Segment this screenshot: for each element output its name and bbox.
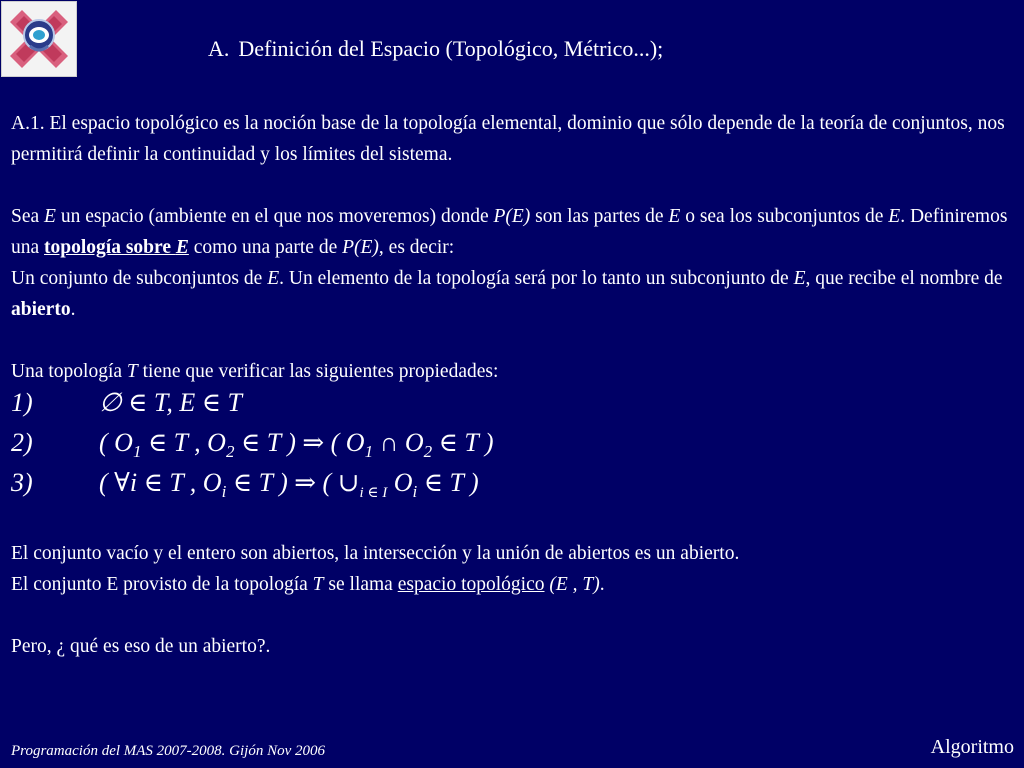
cross-globe-logo-icon (1, 1, 77, 77)
slide-body (11, 108, 1016, 662)
footer-credit: Programación del MAS 2007-2008. Gijón Nov 2006 (11, 743, 325, 759)
paragraph-conclusion: El conjunto vacío y el entero son abiertos, la intersección y la unión de abiertos es un abierto. El conjunto E provisto de la topología T se llama espacio topológico (E , T). (11, 543, 740, 595)
abierto-term: abierto (11, 299, 71, 320)
topology-axioms (11, 383, 1016, 503)
espacio-topologico-link[interactable]: espacio topológico (397, 574, 545, 595)
slide-title (208, 36, 663, 62)
axiom-1: 1) ∅ ∈ T, E ∈ T (11, 388, 243, 417)
title-text: Definición del Espacio (Topológico, Métrico...); (238, 36, 664, 61)
paragraph-sea-e: Sea E un espacio (ambiente en el que nos moveremos) donde P(E) son las partes de E o sea los subconjuntos de E. Definiremos una topología sobre E como una parte de P(E), es decir: Un conjunto de subconjuntos de E. Un elemento de la topología será por lo tanto un subconjunto de E, que recibe el nombre de abierto. (11, 206, 1008, 320)
title-number: A. (208, 36, 230, 61)
paragraph-question: Pero, ¿ qué es eso de un abierto?. (11, 636, 271, 657)
axiom-2: 2) ( $O_1$ ∈ T , $O_2$ ∈ T ) ⇒ ( $O_1$ ∩ $O_2$ ∈ T ) (11, 428, 494, 461)
footer-algoritmo[interactable]: Algoritmo (930, 736, 1014, 758)
axiom-3: 3) ( ∀i ∈ T , $O_i$ ∈ T ) ⇒ ( $\cup_{i \in I}$ $O_i$ ∈ T ) (11, 468, 479, 501)
paragraph-propiedades: Una topología T tiene que verificar las siguientes propiedades: (11, 361, 499, 382)
paragraph-definition: A.1. El espacio topológico es la noción base de la topología elemental, dominio que sólo depende de la teoría de conjuntos, nos permitirá definir la continuidad y los límites del sistema. (11, 113, 1005, 165)
topologia-sobre-e: topología sobre E (44, 237, 189, 258)
